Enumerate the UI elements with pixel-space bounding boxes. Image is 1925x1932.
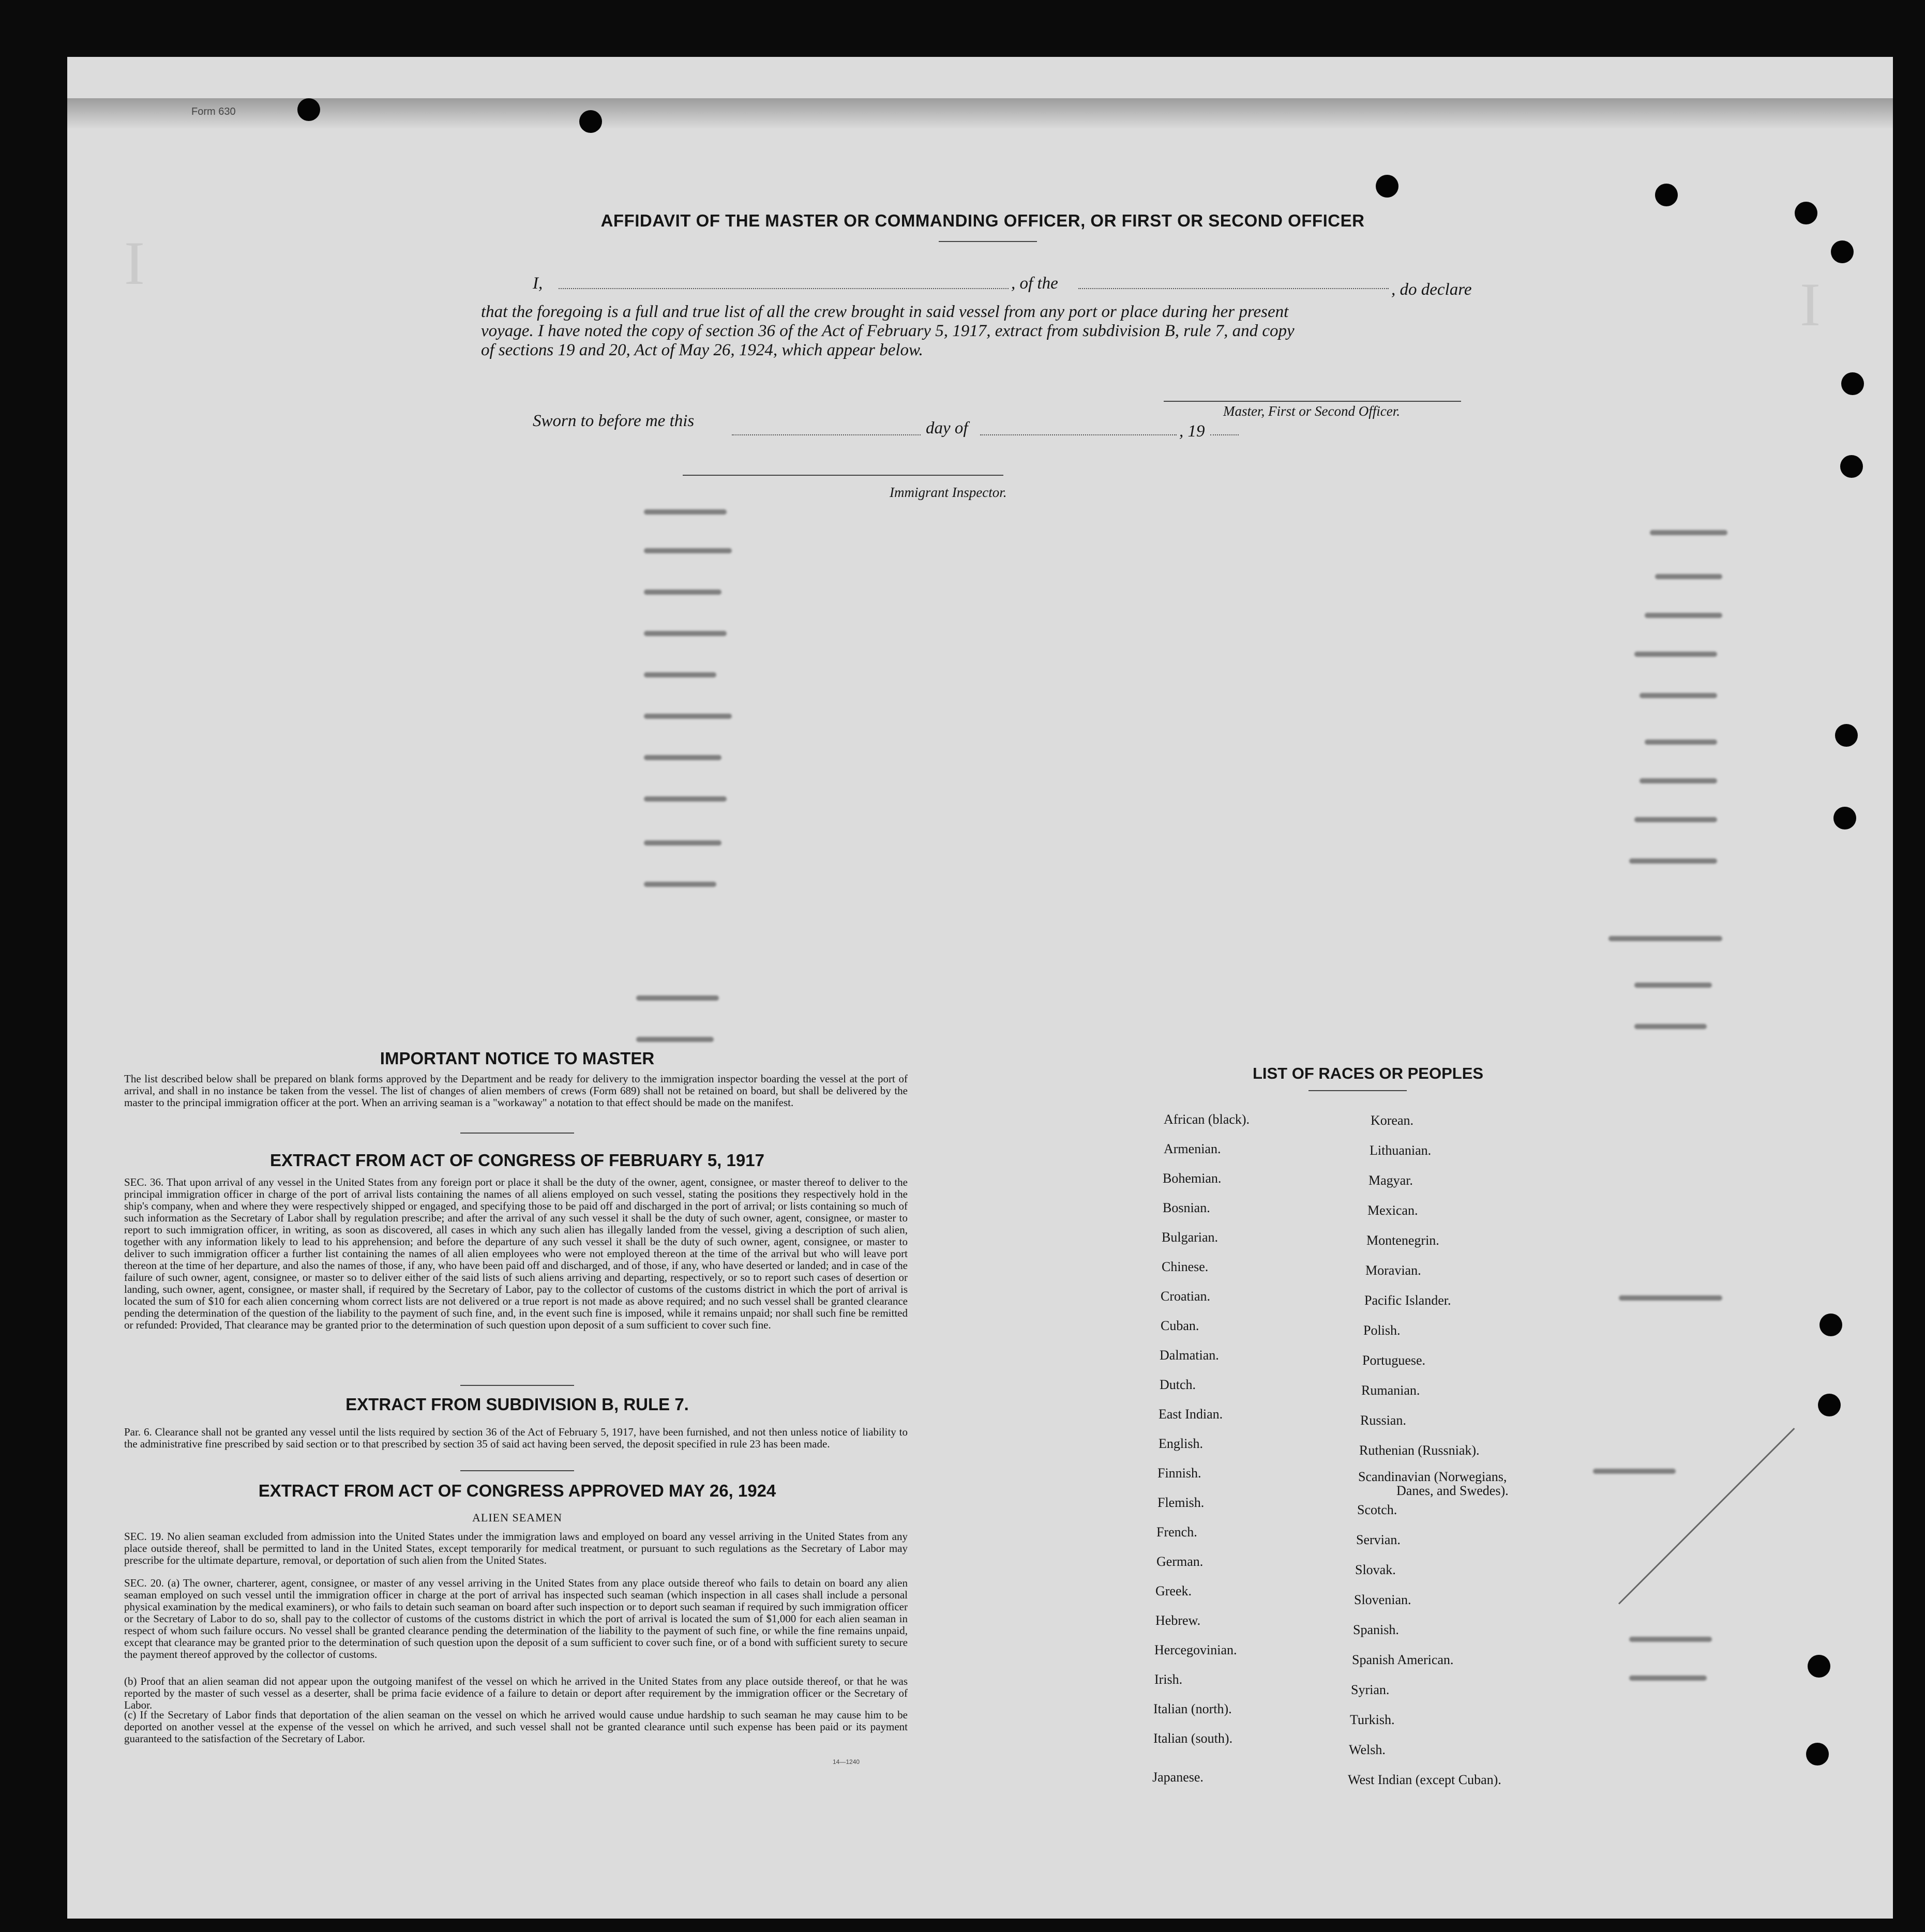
punch-hole (1655, 184, 1678, 206)
bleed-through-column (644, 882, 716, 887)
race-left-item: Hercegovinian. (1154, 1642, 1237, 1657)
race-right-item: Mexican. (1367, 1203, 1418, 1218)
sworn-month-field[interactable] (980, 434, 1177, 435)
sheet-fold-shadow (67, 98, 1893, 129)
punch-hole (1833, 807, 1856, 829)
inspector-caption: Immigrant Inspector. (890, 485, 1007, 500)
bleed-through-column (1634, 652, 1717, 657)
race-right-item: Spanish American. (1352, 1652, 1454, 1667)
extract-1924-subtitle: ALIEN SEAMEN (472, 1511, 562, 1524)
race-left-item: Dalmatian. (1160, 1348, 1219, 1363)
punch-hole (579, 110, 602, 133)
bleed-through-column (1608, 936, 1722, 941)
race-left-item: Hebrew. (1155, 1613, 1201, 1628)
extract-1924-sec20c: (c) If the Secretary of Labor finds that deportation of the alien seaman on the vessel on which he arrived would cause undue hardship to such seaman he may cause him to be deported on another vessel at the expense of the vessel on which he arrived, and such vessel shall not be granted clearance until such expense has been paid or its payment guaranteed to the satisfaction of the Secretary of Labor. (124, 1709, 908, 1745)
race-right-item: Moravian. (1365, 1263, 1421, 1278)
punch-hole (1831, 240, 1854, 263)
affidavit-title: AFFIDAVIT OF THE MASTER OR COMMANDING OFFICER, OR FIRST OR SECOND OFFICER (600, 211, 1365, 230)
race-right-item: Russian. (1360, 1413, 1406, 1428)
section-divider (460, 1133, 574, 1134)
races-title-underline (1309, 1090, 1407, 1091)
race-right-item: Magyar. (1368, 1173, 1413, 1188)
extract-1917-text: SEC. 36. That upon arrival of any vessel in the United States from any foreign port or place it shall be the duty of the owner, agent, consignee, or master thereof to deliver to the principal immigration officer in charge of the port of arrival lists containing the names of all aliens employed on such vessel, stating the positions they respectively hold in the ship's company, when and where they were respectively shipped or engaged, and specifying those to be paid off and discharged in the port of arrival; or lists containing so much of such information as the Secretary of Labor shall by regulation prescribe; and after the arrival of any such vessel it shall be the duty of such owner, agent, consignee, or master to report to such immigration officer, in writing, as soon as discovered, all cases in which any such alien has illegally landed from the vessel, giving a description of such alien, together with any information likely to lead to his apprehension; and before the departure of any such vessel it shall be the duty of such owner, agent, consignee, or master to deliver to such immigration officer a further list containing the names of all alien employees who were not employed thereon at the time of the arrival but who will leave port thereon at the time of her departure, and also the names of those, if any, who have been paid off and discharged, and of those, if any, who have deserted or landed; and in case of the failure of such owner, agent, consignee, or master so to deliver either of the said lists of such aliens arriving and departing, respectively, or so to report such cases of desertion or landing, such owner, agent, consignee, or master shall, if required by the Secretary of Labor, pay to the collector of customs of the customs district in which the port of arrival is located the sum of $10 for each alien concerning whom correct lists are not delivered or a true report is not made as above required; and no such vessel shall be granted clearance pending the determination of the question of the liability to the payment of such fine, and, in the event such fine is imposed, while it remains unpaid; nor shall such fine be remitted or refunded: Provided, That clearance may be granted prior to the determination of such question upon deposit of a sum sufficient to cover such fine. (124, 1176, 908, 1331)
race-right-item-cont: Danes, and Swedes). (1396, 1483, 1509, 1498)
race-right-item: Spanish. (1353, 1622, 1399, 1637)
sworn-day-of: day of (926, 419, 968, 437)
affidavit-line-4: of sections 19 and 20, Act of May 26, 1924, which appear below. (481, 341, 923, 359)
bleed-through-column (644, 548, 732, 553)
race-left-item: Finnish. (1157, 1466, 1201, 1481)
bleed-through-column (636, 1037, 714, 1042)
affidavit-line-2: that the foregoing is a full and true list of all the crew brought in said vessel from any port or place during her present (481, 303, 1289, 321)
race-left-item: Bulgarian. (1162, 1230, 1219, 1245)
bleed-through-column (644, 509, 727, 515)
race-left-item: Croatian. (1161, 1289, 1211, 1304)
affidavit-of-the: , of the (1011, 274, 1058, 293)
notice-text: The list described below shall be prepared on blank forms approved by the Department and be ready for delivery to the immigration inspector boarding the vessel at the port of arrival, and shall in no instance be taken from the vessel. The list of changes of alien members of crews (Form 689) shall not be retained on board, but shall be delivered by the master to the principal immigration officer at the port. When an arriving seaman is a "workaway" a notation to that effect should be made on the manifest. (124, 1073, 908, 1109)
bleed-through-column (1593, 1469, 1676, 1474)
race-left-item: Irish. (1154, 1672, 1183, 1687)
bleed-through-column (1619, 1295, 1722, 1301)
sworn-year-field[interactable] (1210, 434, 1239, 435)
race-left-item: Greek. (1155, 1583, 1192, 1598)
race-right-item: Ruthenian (Russniak). (1359, 1443, 1480, 1458)
bleed-through-column (1640, 778, 1717, 783)
bleed-through-column (644, 755, 721, 760)
extract-1924-sec19: SEC. 19. No alien seaman excluded from admission into the United States under the immigration laws and employed on board any vessel arriving in the United States from any place outside thereof, shall be permitted to land in the United States, except temporarily for medical treatment, or pursuant to such regulations as the Secretary of Labor may prescribe for the ultimate departure, removal, or deportation of such alien from the United States. (124, 1530, 908, 1566)
race-right-item: Scandinavian (Norwegians, (1358, 1469, 1507, 1484)
bleed-through-column (1629, 1637, 1712, 1642)
inspector-signature-line[interactable] (683, 475, 1003, 476)
extract-rule7-text: Par. 6. Clearance shall not be granted any vessel until the lists required by section 36 of the Act of February 5, 1917, have been furnished, and not then unless notice of liability to the administrative fine prescribed by said section or to that prescribed by section 35 of said act having been served, the deposit specified in rule 23 has been made. (124, 1426, 908, 1450)
race-left-item: East Indian. (1159, 1407, 1223, 1422)
affidavit-declare: , do declare (1391, 280, 1472, 299)
bleed-through-column (644, 672, 716, 677)
race-left-item: Flemish. (1157, 1495, 1205, 1510)
form-number: Form 630 (191, 106, 236, 117)
punch-hole (1818, 1394, 1841, 1416)
race-right-item: Slovenian. (1354, 1592, 1411, 1607)
bleed-through-column (644, 590, 721, 595)
sworn-day-field[interactable] (732, 434, 921, 435)
extract-1924-title: EXTRACT FROM ACT OF CONGRESS APPROVED MAY 26, 1924 (258, 1481, 776, 1500)
bleed-through-column (1634, 817, 1717, 822)
race-left-item: Italian (south). (1153, 1731, 1233, 1746)
vessel-field[interactable] (1078, 288, 1389, 289)
punch-hole (297, 98, 320, 121)
punch-hole (1376, 175, 1398, 198)
bleed-through-column (644, 840, 721, 846)
punch-hole (1840, 455, 1863, 478)
bleed-through-column (644, 714, 732, 719)
race-right-item: Scotch. (1357, 1502, 1397, 1517)
race-left-item: Cuban. (1161, 1318, 1199, 1333)
print-code: 14—1240 (833, 1758, 860, 1765)
race-right-item: Servian. (1356, 1532, 1401, 1547)
bleed-through-column (644, 796, 727, 802)
race-left-item: Bosnian. (1163, 1200, 1210, 1215)
race-left-item: Dutch. (1160, 1377, 1196, 1392)
punch-hole (1795, 202, 1817, 224)
race-left-item: Japanese. (1152, 1770, 1204, 1785)
title-underline (939, 241, 1037, 242)
officer-signature-line[interactable] (1164, 401, 1461, 402)
race-left-item: African (black). (1164, 1112, 1250, 1127)
bleed-through-column (1629, 1676, 1707, 1681)
officer-signature-caption: Master, First or Second Officer. (1223, 403, 1400, 419)
section-divider (460, 1385, 574, 1386)
race-left-item: English. (1159, 1436, 1203, 1451)
punch-hole (1808, 1655, 1830, 1678)
race-left-item: German. (1156, 1554, 1204, 1569)
bleed-through-column (1634, 1024, 1707, 1029)
bleed-through-column (1629, 858, 1717, 864)
race-right-item: Portuguese. (1362, 1353, 1426, 1368)
bleed-through-column (1645, 613, 1722, 618)
bleed-through-column (1640, 693, 1717, 698)
race-right-item: Slovak. (1355, 1562, 1396, 1577)
notice-title: IMPORTANT NOTICE TO MASTER (380, 1049, 655, 1068)
bleed-through-column (1655, 574, 1722, 579)
bleed-through-column (1645, 739, 1717, 745)
affidavit-i: I, (533, 274, 543, 293)
section-divider (460, 1470, 574, 1471)
sworn-text: Sworn to before me this (533, 412, 695, 430)
race-right-item: Montenegrin. (1366, 1233, 1439, 1248)
races-title: LIST OF RACES OR PEOPLES (1252, 1064, 1484, 1082)
race-left-item: French. (1156, 1525, 1197, 1539)
name-field[interactable] (559, 288, 1009, 289)
extract-rule7-title: EXTRACT FROM SUBDIVISION B, RULE 7. (345, 1395, 689, 1414)
race-right-item: Turkish. (1350, 1712, 1395, 1727)
bleed-through-mark: I (124, 229, 145, 297)
race-right-item: West Indian (except Cuban). (1348, 1772, 1501, 1787)
bleed-through-column (1650, 530, 1727, 535)
race-left-item: Bohemian. (1163, 1171, 1222, 1186)
race-left-item: Chinese. (1162, 1259, 1209, 1274)
race-right-item: Rumanian. (1361, 1383, 1420, 1398)
punch-hole (1806, 1743, 1829, 1765)
sworn-year: , 19 (1179, 422, 1205, 441)
bleed-through-column (1634, 983, 1712, 988)
bleed-through-mark: I (1800, 270, 1821, 339)
race-right-item: Korean. (1371, 1113, 1414, 1128)
extract-1917-title: EXTRACT FROM ACT OF CONGRESS OF FEBRUARY 5, 1917 (270, 1151, 764, 1170)
race-left-item: Armenian. (1164, 1141, 1221, 1156)
bleed-through-column (636, 995, 719, 1001)
race-right-item: Pacific Islander. (1364, 1293, 1451, 1308)
punch-hole (1841, 372, 1864, 395)
race-right-item: Syrian. (1351, 1682, 1390, 1697)
extract-1924-sec20a: SEC. 20. (a) The owner, charterer, agent, consignee, or master of any vessel arriving in the United States from any place outside thereof who fails to detain on board any alien seaman employed on such vessel until the immigration officer in charge at the port of arrival has inspected such seaman (which inspection in all cases shall include a personal physical examination by the medical examiners), or who fails to detain such seaman on board after such inspection or to deport such seaman if required by such immigration officer or the Secretary of Labor to do so, shall pay to the collector of customs of the customs district in which the port of arrival is located the sum of $1,000 for each alien seaman in respect of whom such failure occurs. No vessel shall be granted clearance pending the determination of the liability to the payment of such fine, or while the fine remains unpaid, except that clearance may be granted prior to the determination of such question upon the deposit of a sum sufficient to cover such fine, or of a bond with sufficient surety to secure the payment thereof approved by the collector of customs. (124, 1577, 908, 1661)
extract-1924-sec20b: (b) Proof that an alien seaman did not appear upon the outgoing manifest of the vessel on which he arrived in the United States from any place outside thereof, or that he was reported by the master of such vessel as a deserter, shall be prima facie evidence of a failure to detain or deport after requirement by the immigration officer or the Secretary of Labor. (124, 1675, 908, 1711)
race-right-item: Welsh. (1349, 1742, 1386, 1757)
punch-hole (1819, 1314, 1842, 1336)
affidavit-line-3: voyage. I have noted the copy of section 36 of the Act of February 5, 1917, extract from subdivision B, rule 7, and copy (481, 322, 1295, 340)
race-left-item: Italian (north). (1153, 1701, 1232, 1716)
punch-hole (1835, 724, 1858, 747)
bleed-through-column (644, 631, 727, 636)
race-right-item: Polish. (1363, 1323, 1401, 1338)
race-right-item: Lithuanian. (1370, 1143, 1432, 1158)
